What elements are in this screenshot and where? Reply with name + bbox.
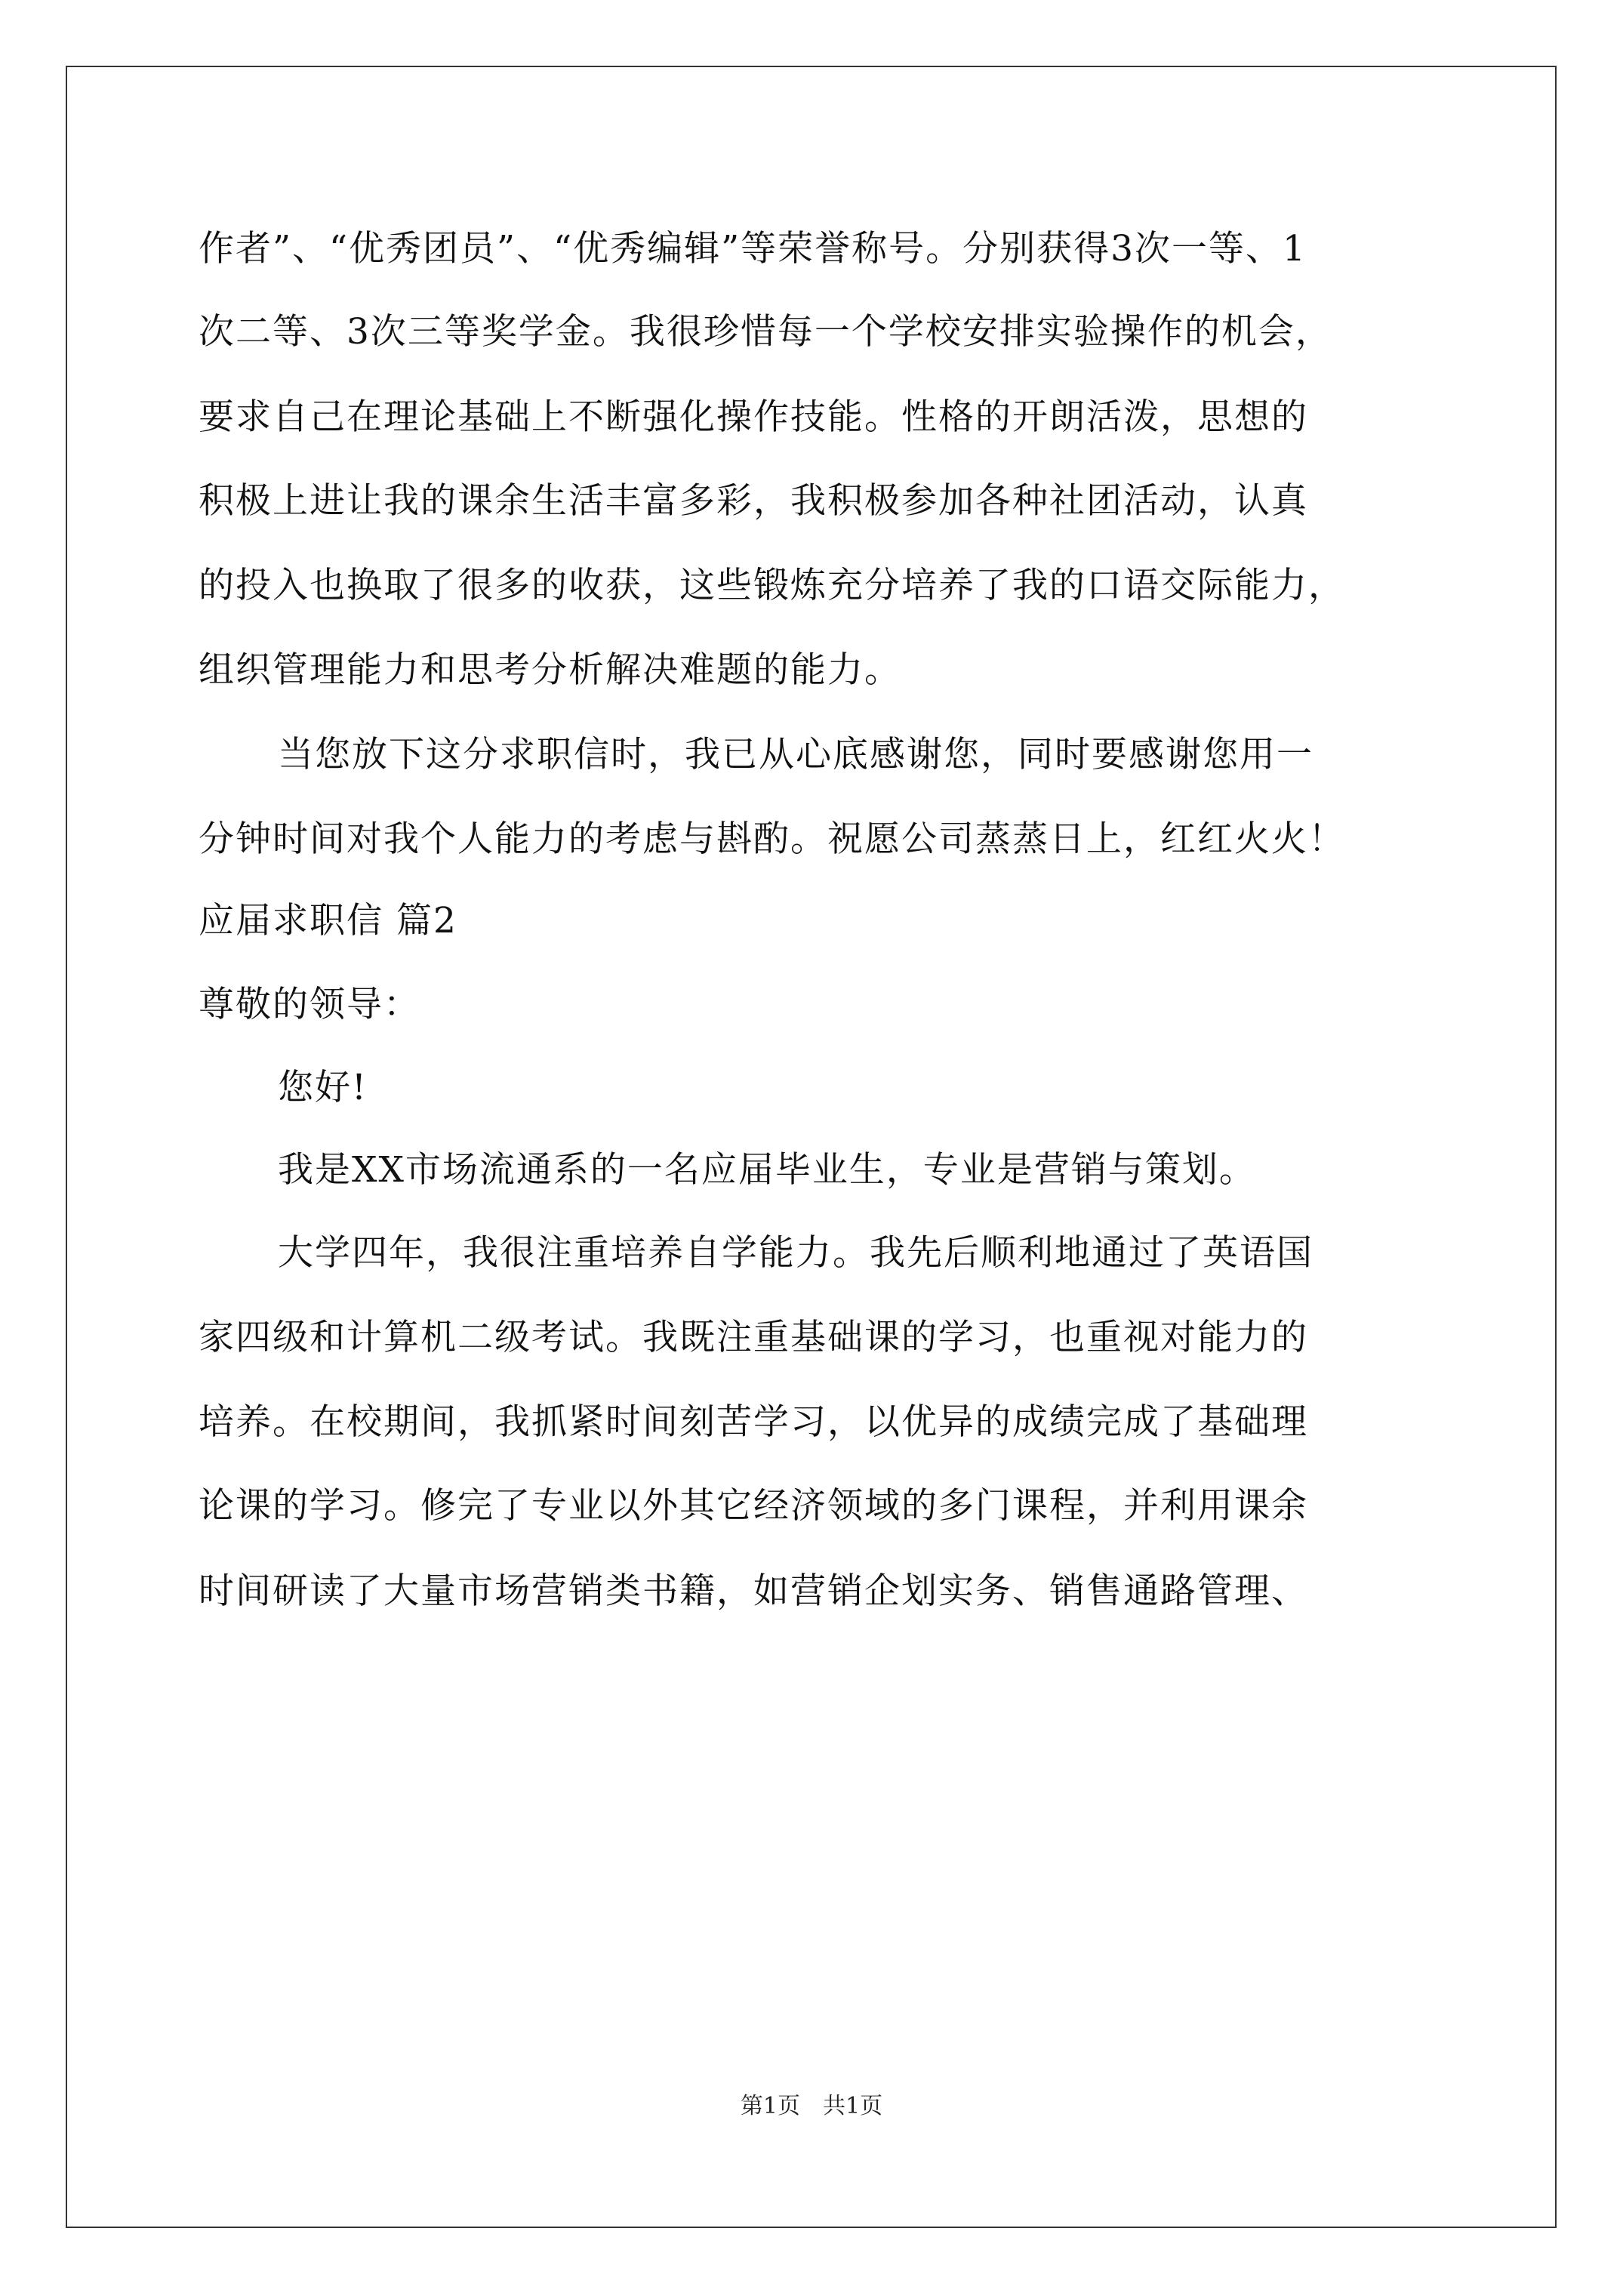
body-text-line: 论课的学习。修完了专业以外其它经济领域的多门课程，并利用课余 bbox=[199, 1485, 1308, 1527]
section-heading: 应届求职信 篇2 bbox=[199, 900, 457, 942]
greeting: 您好! bbox=[278, 1067, 368, 1108]
paragraph-first-line: 大学四年，我很注重培养自学能力。我先后顺利地通过了英语国 bbox=[278, 1232, 1313, 1274]
body-text-line: 组织管理能力和思考分析解决难题的能力。 bbox=[199, 649, 901, 691]
salutation: 尊敬的领导： bbox=[199, 984, 420, 1025]
page-footer: 第1页 共1页 bbox=[740, 2093, 883, 2119]
body-text-line: 次二等、3次三等奖学金。我很珍惜每一个学校安排实验操作的机会， bbox=[199, 311, 1332, 353]
body-text-line: 分钟时间对我个人能力的考虑与斟酌。祝愿公司蒸蒸日上，红红火火！ bbox=[199, 818, 1345, 860]
body-text-line: 作者”、“优秀团员”、“优秀编辑”等荣誉称号。分别获得3次一等、1 bbox=[199, 228, 1307, 270]
page-frame bbox=[66, 66, 1557, 2228]
body-text-line: 的投入也换取了很多的收获，这些锻炼充分培养了我的口语交际能力， bbox=[199, 565, 1345, 606]
paragraph-first-line: 当您放下这分求职信时，我已从心底感谢您，同时要感谢您用一 bbox=[278, 734, 1313, 775]
body-text-line: 积极上进让我的课余生活丰富多彩，我积极参加各种社团活动，认真 bbox=[199, 480, 1308, 522]
paragraph-first-line: 我是XX市场流通系的一名应届毕业生，专业是营销与策划。 bbox=[278, 1149, 1256, 1191]
body-text-line: 时间研读了大量市场营销类书籍，如营销企划实务、销售通路管理、 bbox=[199, 1570, 1308, 1612]
body-text-line: 培养。在校期间，我抓紧时间刻苦学习，以优异的成绩完成了基础理 bbox=[199, 1401, 1308, 1443]
body-text-line: 要求自己在理论基础上不断强化操作技能。性格的开朗活泼，思想的 bbox=[199, 396, 1308, 438]
body-text-line: 家四级和计算机二级考试。我既注重基础课的学习，也重视对能力的 bbox=[199, 1317, 1308, 1358]
